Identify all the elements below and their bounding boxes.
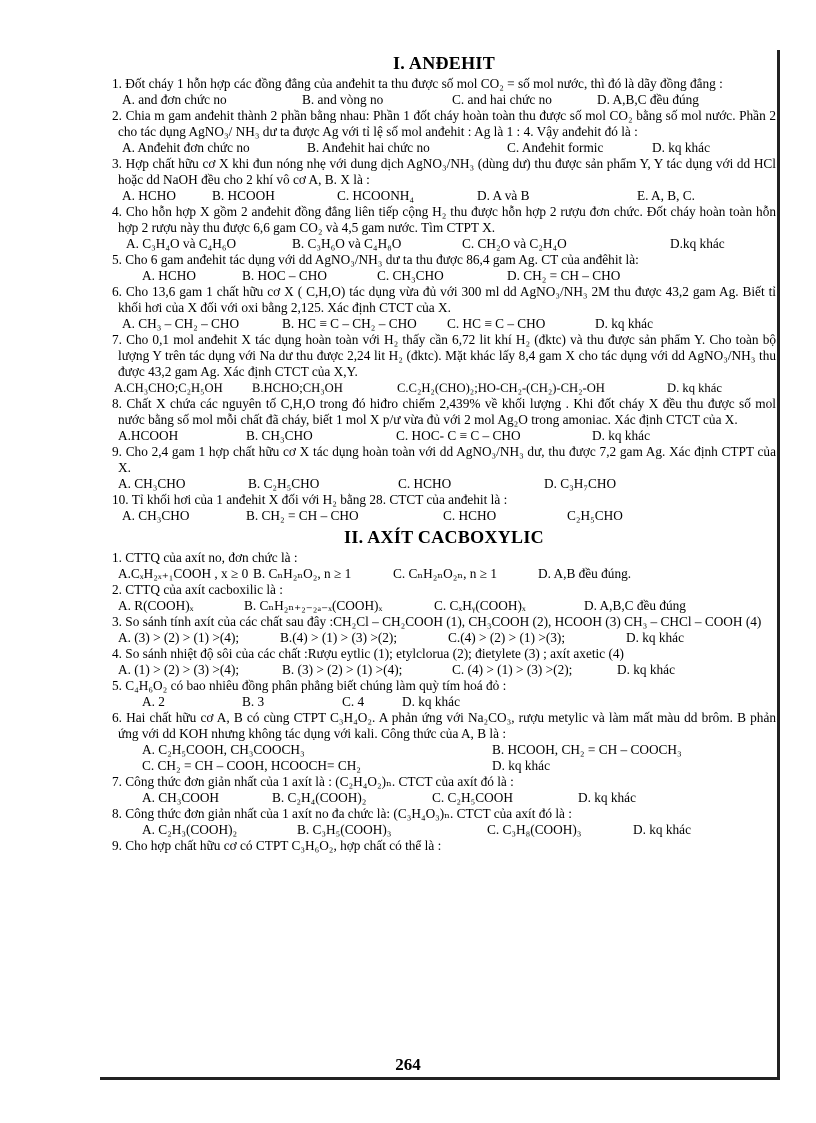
answer-options [112, 236, 776, 252]
question-text: 2. Chia m gam anđehit thành 2 phần bằng nhau: Phần 1 đốt cháy hoàn toàn thu được số mol CO₂ bằng số mol nước. Phần 2 cho tác dụng AgNO₃/ NH₃ dư ta được Ag với tỉ lệ số mol anđehit : Ag là 1 : 4. Vậy anđehit đó là : [112, 108, 776, 139]
answer-option: B. CH₂ = CH – CHO [246, 508, 359, 523]
answer-option: D. kq khác [578, 790, 636, 805]
answer-option: A. C₃H₄O và C₄H₆O [126, 236, 237, 251]
answer-option: C. HCHO [443, 508, 497, 523]
answer-option: D. kq khác [652, 140, 710, 155]
answer-option: A. R(COOH)ₓ [118, 598, 194, 613]
answer-option: C. HOC- C ≡ C – CHO [396, 428, 521, 443]
answer-option: A. (1) > (2) > (3) >(4); [118, 662, 240, 677]
answer-options [112, 790, 776, 806]
question-text: 4. Cho hỗn hợp X gồm 2 anđehit đồng đẳng liên tiếp cộng H₂ thu được hỗn hợp 2 rượu đơn chức. Đốt cháy hoàn toàn hỗn hợp 2 rượu này thu được 6,6 gam CO₂ và 4,5 gam nước. Tìm CTPT X. [112, 204, 776, 235]
section-title-axit-cacboxylic: II. AXÍT CACBOXYLIC [344, 527, 544, 547]
answer-option: D. A,B,C đều đúng [584, 598, 686, 613]
document-body [112, 52, 776, 854]
answer-option: C. CH₂O và C₂H₄O [462, 236, 567, 251]
answer-option: A. HCHO [122, 188, 176, 203]
answer-option: C. 4 [342, 694, 365, 709]
question-text: 3. So sánh tính axít của các chất sau đây :CH₂Cl – CH₂COOH (1), CH₃COOH (2), HCOOH (3) CH₃ – CHCl – COOH (4) [112, 614, 762, 629]
answer-option: A. 2 [142, 694, 165, 709]
answer-option: D. C₃H₇CHO [544, 476, 617, 491]
answer-option: D. kq khác [592, 428, 650, 443]
answer-option: C. and hai chức no [452, 92, 552, 107]
answer-option: B. CH₃CHO [246, 428, 313, 443]
page-number: 264 [395, 1055, 421, 1074]
answer-option: A. Anđehit đơn chức no [122, 140, 250, 155]
answer-option: D. CH₂ = CH – CHO [507, 268, 621, 283]
answer-options [112, 316, 776, 332]
answer-option: C. C₃H₈(COOH)₃ [487, 822, 582, 837]
answer-option: C. C₂H₅COOH [432, 790, 513, 805]
answer-option: B. (3) > (2) > (1) >(4); [282, 662, 403, 677]
answer-options [112, 380, 776, 396]
answer-option: B. C₃H₅(COOH)₃ [297, 822, 392, 837]
answer-option: C. CH₃CHO [377, 268, 444, 283]
answer-options [112, 742, 776, 758]
answer-option: D. kq khác [492, 758, 550, 773]
question-text: 1. CTTQ của axít no, đơn chức là : [112, 550, 298, 565]
answer-option: E. A, B, C. [637, 188, 695, 203]
question-text: 4. So sánh nhiệt độ sôi của các chất :Rượu eytlic (1); etylclorua (2); đietylete (3) ; axít axetic (4) [112, 646, 624, 661]
question-text: 8. Chất X chứa các nguyên tố C,H,O trong đó hiđro chiếm 2,439% về khối lượng . Khi đốt cháy X đều thu được số mol nước bằng số mol mỗi chất đã cháy, biết 1 mol X p/ư vừa đủ với 2 mol Ag₂O trong amoniac. Xác định CTCT của X. [112, 396, 776, 427]
answer-option: D. A,B,C đều đúng [597, 92, 699, 107]
answer-option: B.(4) > (1) > (3) >(2); [280, 630, 398, 645]
answer-option: A. HCHO [142, 268, 196, 283]
answer-option: A. CH₃CHO [118, 476, 186, 491]
answer-options [112, 188, 776, 204]
answer-option: A.CH₃CHO;C₂H₅OH [114, 381, 223, 395]
answer-options [112, 268, 776, 284]
answer-options [112, 428, 776, 444]
answer-option: C. Anđehit formic [507, 140, 604, 155]
answer-option: D. kq khác [617, 662, 675, 677]
answer-option: C. CH₂ = CH – COOH, HCOOCH= CH₂ [142, 758, 361, 773]
question-text: 6. Cho 13,6 gam 1 chất hữu cơ X ( C,H,O) tác dụng vừa đủ với 300 ml dd AgNO₃/NH₃ 2M thu được 43,2 gam Ag. Biết tỉ khối hơi của X đối với oxi bằng 2,125. Xác định CTCT của X. [112, 284, 776, 315]
answer-options [112, 630, 776, 646]
answer-option: B. C₃H₆O và C₄H₈O [292, 236, 402, 251]
answer-options [112, 508, 776, 524]
question-text: 5. Cho 6 gam anđehit tác dụng với dd AgNO₃/NH₃ dư ta thu được 86,4 gam Ag. CT của anđêhit là: [112, 252, 639, 267]
question-text: 10. Tỉ khối hơi của 1 anđehit X đối với H₂ bằng 28. CTCT của anđehit là : [112, 492, 508, 507]
answer-option: B. C₂H₅CHO [248, 476, 320, 491]
answer-options [112, 566, 776, 582]
answer-option: B. Anđehit hai chức no [307, 140, 430, 155]
question-text: 1. Đốt cháy 1 hỗn hợp các đồng đẳng của anđehit ta thu được số mol CO₂ = số mol nước, thì đó là dãy đồng đẳng : [112, 76, 723, 91]
answer-option: C. CₓHᵧ(COOH)ₓ [434, 598, 526, 613]
answer-option: C. HCOONH₄ [337, 188, 415, 203]
answer-options [112, 92, 776, 108]
question-text: 7. Cho 0,1 mol anđehit X tác dụng hoàn toàn với H₂ thấy cần 6,72 lit khí H₂ (đktc) và thu được sản phẩm Y. Cho toàn bộ lượng Y trên tác dụng với Na dư thu được 2,24 lit H₂ (đktc). Mặt khác lấy 8,4 gam X cho tác dụng với dd AgNO₃/NH₃ thu được 43,2 gam Ag. Xác định CTCT của X,Y. [112, 332, 776, 379]
answer-option: B. C₂H₄(COOH)₂ [272, 790, 367, 805]
answer-option: D. kq khác [633, 822, 691, 837]
answer-option: C. HCHO [398, 476, 452, 491]
answer-option: C. HC ≡ C – CHO [447, 316, 546, 331]
answer-option: D. kq khác [595, 316, 653, 331]
answer-option: B. 3 [242, 694, 265, 709]
answer-options [112, 758, 776, 774]
question-text: 5. C₄H₆O₂ có bao nhiêu đồng phân phẳng biết chúng làm quỳ tím hoá đỏ : [112, 678, 507, 693]
section-title-andehit: I. ANĐEHIT [392, 53, 496, 73]
answer-option: B. HCOOH, CH₂ = CH – COOCH₃ [492, 742, 682, 757]
question-text: 6. Hai chất hữu cơ A, B có cùng CTPT C₃H₄O₂. A phản ứng với Na₂CO₃, rượu metylic và làm mất màu dd brôm. B phản ứng với dd KOH nhưng không tác dụng với kali. Công thức của A, B là : [112, 710, 776, 741]
answer-option: D. kq khác [667, 381, 722, 395]
answer-option: D. kq khác [402, 694, 460, 709]
answer-option: D. A và B [477, 188, 530, 203]
answer-option: A. C₂H₃(COOH)₂ [142, 822, 238, 837]
answer-option: A. (3) > (2) > (1) >(4); [118, 630, 240, 645]
answer-option: A. C₂H₅COOH, CH₃COOCH₃ [142, 742, 305, 757]
answer-option: B. HCOOH [212, 188, 275, 203]
question-text: 8. Công thức đơn giản nhất của 1 axít no đa chức là: (C₃H₄O₃)ₙ. CTCT của axít đó là : [112, 806, 572, 821]
answer-option: C.C₂H₂(CHO)₂;HO-CH₂-(CH₂)-CH₂-OH [397, 381, 605, 395]
question-text: 3. Hợp chất hữu cơ X khi đun nóng nhẹ với dung dịch AgNO₃/NH₃ (dùng dư) thu được sản phẩm Y, Y tác dụng với dd HCl hoặc dd NaOH đều cho 2 khí vô cơ A, B. X là : [112, 156, 776, 187]
answer-options [112, 598, 776, 614]
answer-options [112, 662, 776, 678]
answer-option: B. CₙH₂ₙO₂, n ≥ 1 [253, 566, 352, 581]
answer-option: B. HC ≡ C – CH₂ – CHO [282, 316, 417, 331]
answer-option: B.HCHO;CH₃OH [252, 381, 343, 395]
answer-option: C₂H₅CHO [567, 508, 623, 523]
answer-option: D. kq khác [626, 630, 684, 645]
answer-option: B. CₙH₂ₙ₊₂₋₂ₐ₋ₓ(COOH)ₓ [244, 598, 383, 613]
answer-options [112, 822, 776, 838]
answer-option: C. (4) > (1) > (3) >(2); [452, 662, 573, 677]
answer-option: A.HCOOH [118, 428, 179, 443]
answer-option: B. and vòng no [302, 92, 384, 107]
answer-option: D. A,B đều đúng. [538, 566, 632, 581]
question-text: 9. Cho 2,4 gam 1 hợp chất hữu cơ X tác dụng hoàn toàn với dd AgNO₃/NH₃ dư, thu được 7,2 gam Ag. Xác định CTPT của X. [112, 444, 776, 475]
answer-option: A. CH₃CHO [122, 508, 190, 523]
answer-options [112, 140, 776, 156]
answer-option: C. CₙH₂ₙO₂ₙ, n ≥ 1 [393, 566, 498, 581]
question-text: 7. Công thức đơn giản nhất của 1 axít là : (C₂H₄O₂)ₙ. CTCT của axít đó là : [112, 774, 514, 789]
answer-option: D.kq khác [670, 236, 725, 251]
answer-options [112, 476, 776, 492]
answer-options [112, 694, 776, 710]
question-text: 9. Cho hợp chất hữu cơ có CTPT C₃H₆O₂, hợp chất có thể là : [112, 838, 442, 853]
answer-option: A. CH₃COOH [142, 790, 220, 805]
answer-option: A. and đơn chức no [122, 92, 227, 107]
answer-option: C.(4) > (2) > (1) >(3); [448, 630, 566, 645]
question-text: 2. CTTQ của axít cacboxilic là : [112, 582, 283, 597]
answer-option: A.CₓH₂ₓ₊₁COOH , x ≥ 0 [118, 566, 249, 581]
answer-option: B. HOC – CHO [242, 268, 327, 283]
answer-option: A. CH₃ – CH₂ – CHO [122, 316, 240, 331]
